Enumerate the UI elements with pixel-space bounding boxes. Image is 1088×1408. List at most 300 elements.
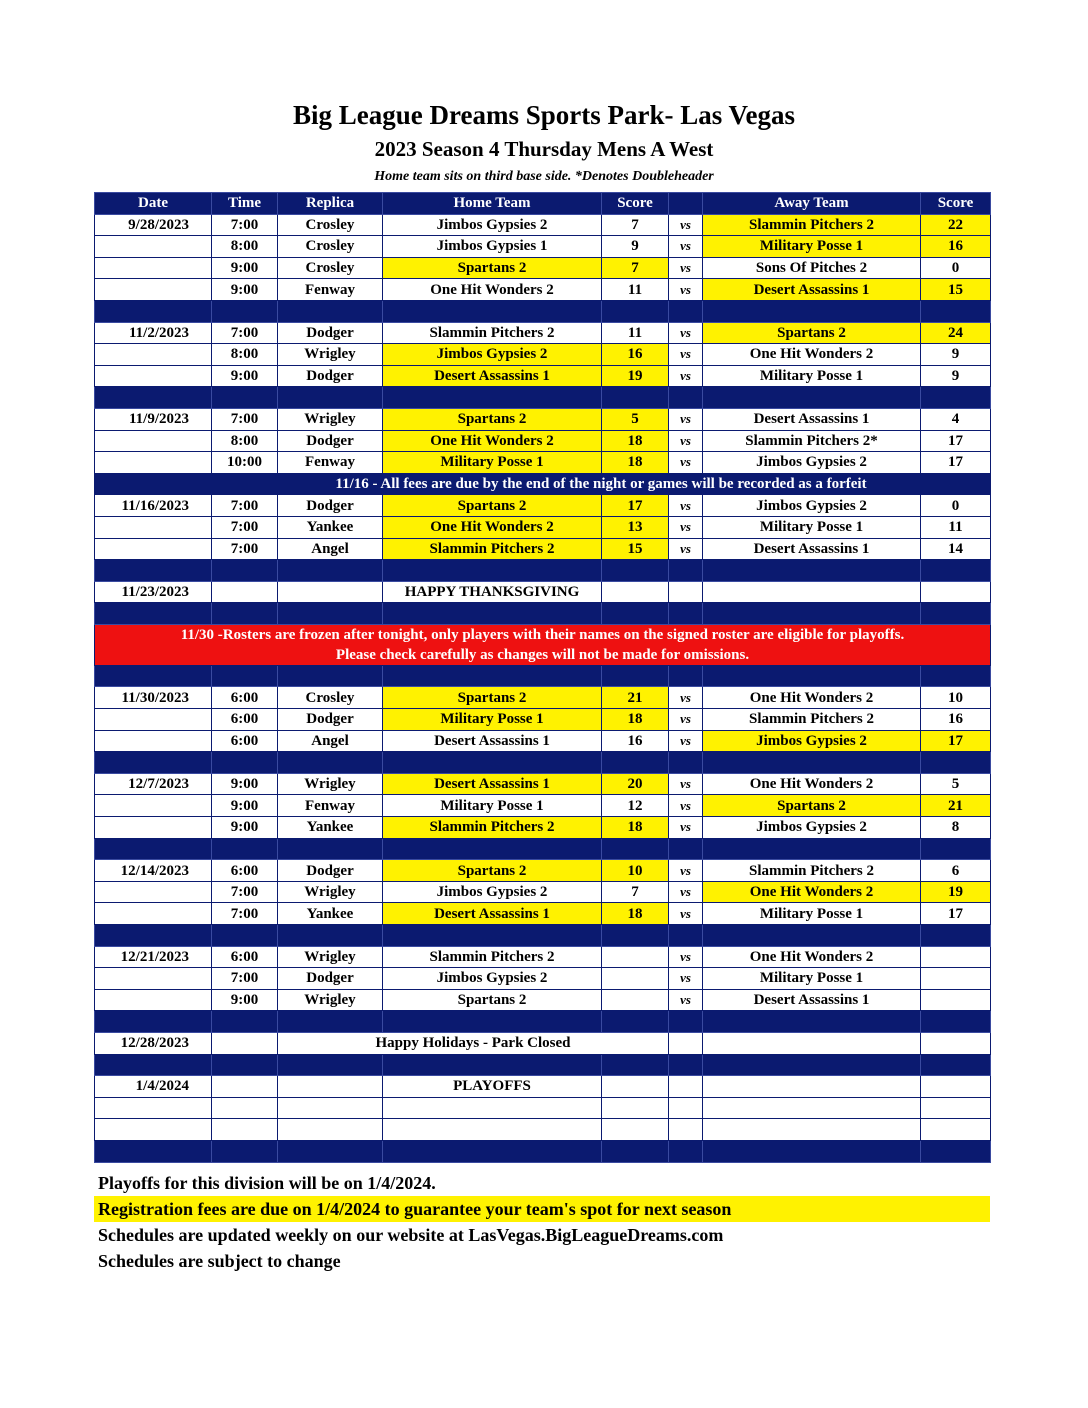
game-time: 7:00 — [212, 214, 278, 236]
home-score: 9 — [602, 236, 669, 258]
empty-cell — [602, 1097, 669, 1119]
separator-cell — [602, 603, 669, 625]
away-score: 16 — [921, 236, 991, 258]
home-score: 18 — [602, 452, 669, 474]
separator-cell — [669, 1011, 703, 1033]
away-team: Sons Of Pitches 2 — [703, 257, 921, 279]
separator-cell — [278, 752, 383, 774]
home-score: 19 — [602, 365, 669, 387]
away-team: Military Posse 1 — [703, 365, 921, 387]
separator-cell — [95, 300, 212, 322]
separator-cell — [703, 560, 921, 582]
game-date — [95, 538, 212, 560]
empty-cell — [278, 1097, 383, 1119]
separator-cell — [212, 1140, 278, 1162]
separator-cell — [602, 1054, 669, 1076]
separator-cell — [669, 1140, 703, 1162]
game-time: 8:00 — [212, 236, 278, 258]
separator-cell — [383, 752, 602, 774]
away-team: Jimbos Gypsies 2 — [703, 730, 921, 752]
home-team: Military Posse 1 — [383, 709, 602, 731]
separator-row — [95, 752, 991, 774]
game-row — [95, 860, 991, 882]
schedule-table — [94, 192, 991, 1163]
game-date: 12/14/2023 — [95, 860, 212, 882]
separator-cell — [703, 838, 921, 860]
separator-row — [95, 1011, 991, 1033]
game-time: 7:00 — [212, 881, 278, 903]
game-date — [95, 279, 212, 301]
separator-cell — [383, 665, 602, 687]
away-score: 11 — [921, 516, 991, 538]
home-team: Spartans 2 — [383, 687, 602, 709]
separator-cell — [602, 752, 669, 774]
game-date — [95, 257, 212, 279]
separator-cell — [669, 665, 703, 687]
separator-cell — [669, 603, 703, 625]
vs-label: vs — [669, 516, 703, 538]
separator-cell — [669, 1054, 703, 1076]
away-score: 4 — [921, 408, 991, 430]
home-team: Spartans 2 — [383, 495, 602, 517]
field-name: Wrigley — [278, 989, 383, 1011]
col-home-score: Score — [602, 193, 669, 215]
away-score: 5 — [921, 773, 991, 795]
field-name: Dodger — [278, 430, 383, 452]
away-team: Spartans 2 — [703, 795, 921, 817]
away-score — [921, 989, 991, 1011]
vs-label: vs — [669, 773, 703, 795]
separator-cell — [212, 665, 278, 687]
vs-label: vs — [669, 257, 703, 279]
home-score: 18 — [602, 817, 669, 839]
empty-cell — [703, 1032, 921, 1054]
separator-cell — [703, 387, 921, 409]
separator-row — [95, 560, 991, 582]
field-name: Yankee — [278, 817, 383, 839]
separator-cell — [383, 1140, 602, 1162]
game-row — [95, 903, 991, 925]
home-team: One Hit Wonders 2 — [383, 516, 602, 538]
separator-cell — [602, 1011, 669, 1033]
separator-cell — [921, 1011, 991, 1033]
game-time: 7:00 — [212, 968, 278, 990]
page-title: Big League Dreams Sports Park- Las Vegas — [292, 100, 796, 130]
schedule-note: Home team sits on third base side. *Denotes Doubleheader — [374, 169, 714, 184]
field-name: Dodger — [278, 322, 383, 344]
separator-cell — [383, 300, 602, 322]
game-row — [95, 257, 991, 279]
away-score: 16 — [921, 709, 991, 731]
separator-cell — [921, 387, 991, 409]
vs-label: vs — [669, 408, 703, 430]
game-row — [95, 344, 991, 366]
separator-cell — [703, 300, 921, 322]
separator-cell — [383, 838, 602, 860]
home-score: 11 — [602, 322, 669, 344]
separator-cell — [921, 665, 991, 687]
separator-cell — [278, 925, 383, 947]
separator-cell — [383, 387, 602, 409]
empty-cell — [212, 1119, 278, 1141]
empty-cell — [212, 1032, 278, 1054]
away-team: Desert Assassins 1 — [703, 279, 921, 301]
separator-row — [95, 300, 991, 322]
empty-cell — [212, 1097, 278, 1119]
event-label: PLAYOFFS — [383, 1076, 602, 1098]
event-date: 1/4/2024 — [95, 1076, 212, 1098]
separator-cell — [278, 300, 383, 322]
home-score: 20 — [602, 773, 669, 795]
col-home-team: Home Team — [383, 193, 602, 215]
event-label: HAPPY THANKSGIVING — [383, 581, 602, 603]
field-name: Crosley — [278, 687, 383, 709]
empty-cell — [921, 581, 991, 603]
home-score: 18 — [602, 709, 669, 731]
game-row — [95, 214, 991, 236]
game-time: 9:00 — [212, 773, 278, 795]
away-team: Desert Assassins 1 — [703, 408, 921, 430]
home-score — [602, 968, 669, 990]
away-score: 9 — [921, 344, 991, 366]
notice-text: 11/16 - All fees are due by the end of the night or games will be recorded as a forfeit — [212, 473, 991, 495]
separator-cell — [703, 1140, 921, 1162]
home-team: Desert Assassins 1 — [383, 730, 602, 752]
field-name: Dodger — [278, 860, 383, 882]
separator-cell — [669, 838, 703, 860]
field-name: Wrigley — [278, 881, 383, 903]
away-team: Slammin Pitchers 2 — [703, 860, 921, 882]
game-time: 8:00 — [212, 430, 278, 452]
separator-cell — [278, 603, 383, 625]
vs-label: vs — [669, 365, 703, 387]
separator-cell — [95, 1140, 212, 1162]
game-date: 12/7/2023 — [95, 773, 212, 795]
field-name: Fenway — [278, 795, 383, 817]
game-date — [95, 516, 212, 538]
home-score — [602, 989, 669, 1011]
game-date: 11/16/2023 — [95, 495, 212, 517]
vs-label: vs — [669, 214, 703, 236]
empty-cell — [602, 581, 669, 603]
game-row — [95, 730, 991, 752]
separator-cell — [602, 925, 669, 947]
vs-label: vs — [669, 236, 703, 258]
game-date — [95, 989, 212, 1011]
separator-row — [95, 1054, 991, 1076]
field-name: Wrigley — [278, 408, 383, 430]
schedule-body — [95, 214, 991, 1162]
separator-cell — [212, 1011, 278, 1033]
game-row — [95, 946, 991, 968]
col-vs — [669, 193, 703, 215]
away-team: One Hit Wonders 2 — [703, 881, 921, 903]
game-row — [95, 495, 991, 517]
empty-cell — [212, 581, 278, 603]
game-time: 6:00 — [212, 687, 278, 709]
home-team: Slammin Pitchers 2 — [383, 322, 602, 344]
empty-cell — [278, 581, 383, 603]
separator-cell — [212, 925, 278, 947]
separator-cell — [669, 300, 703, 322]
away-score: 8 — [921, 817, 991, 839]
col-away-team: Away Team — [703, 193, 921, 215]
field-name: Dodger — [278, 365, 383, 387]
separator-cell — [95, 665, 212, 687]
vs-label: vs — [669, 795, 703, 817]
separator-cell — [278, 1054, 383, 1076]
away-score: 9 — [921, 365, 991, 387]
separator-cell — [212, 603, 278, 625]
away-team: Jimbos Gypsies 2 — [703, 817, 921, 839]
separator-cell — [703, 1011, 921, 1033]
separator-cell — [383, 603, 602, 625]
game-date — [95, 344, 212, 366]
field-name: Wrigley — [278, 946, 383, 968]
event-date: 12/28/2023 — [95, 1032, 212, 1054]
game-row — [95, 516, 991, 538]
game-date — [95, 236, 212, 258]
field-name: Dodger — [278, 968, 383, 990]
col-time: Time — [212, 193, 278, 215]
separator-cell — [383, 1054, 602, 1076]
empty-cell — [703, 1076, 921, 1098]
home-team: Jimbos Gypsies 1 — [383, 236, 602, 258]
home-team: Jimbos Gypsies 2 — [383, 344, 602, 366]
game-date: 11/30/2023 — [95, 687, 212, 709]
away-team: One Hit Wonders 2 — [703, 687, 921, 709]
away-score: 17 — [921, 452, 991, 474]
separator-cell — [669, 387, 703, 409]
home-score: 16 — [602, 344, 669, 366]
vs-label: vs — [669, 322, 703, 344]
separator-cell — [95, 560, 212, 582]
game-time: 9:00 — [212, 989, 278, 1011]
game-date: 11/2/2023 — [95, 322, 212, 344]
game-time: 7:00 — [212, 322, 278, 344]
away-team: Military Posse 1 — [703, 903, 921, 925]
separator-row — [95, 387, 991, 409]
field-name: Yankee — [278, 516, 383, 538]
field-name: Dodger — [278, 495, 383, 517]
empty-cell — [602, 1076, 669, 1098]
home-team: Spartans 2 — [383, 860, 602, 882]
empty-cell — [921, 1076, 991, 1098]
home-score: 7 — [602, 257, 669, 279]
game-time: 9:00 — [212, 817, 278, 839]
separator-row — [95, 603, 991, 625]
field-name: Angel — [278, 538, 383, 560]
website-note: Schedules are updated weekly on our website at LasVegas.BigLeagueDreams.com — [98, 1225, 724, 1245]
field-name: Wrigley — [278, 773, 383, 795]
home-team: Military Posse 1 — [383, 452, 602, 474]
home-score: 7 — [602, 214, 669, 236]
vs-label: vs — [669, 881, 703, 903]
separator-cell — [383, 925, 602, 947]
game-row — [95, 538, 991, 560]
separator-row — [95, 1140, 991, 1162]
away-score — [921, 968, 991, 990]
vs-label: vs — [669, 279, 703, 301]
empty-cell — [278, 1119, 383, 1141]
away-score: 0 — [921, 257, 991, 279]
home-team: Desert Assassins 1 — [383, 365, 602, 387]
away-team: One Hit Wonders 2 — [703, 344, 921, 366]
separator-cell — [921, 560, 991, 582]
away-team: Spartans 2 — [703, 322, 921, 344]
away-score — [921, 946, 991, 968]
empty-cell — [669, 1097, 703, 1119]
separator-cell — [212, 300, 278, 322]
field-name: Dodger — [278, 709, 383, 731]
away-team: Military Posse 1 — [703, 968, 921, 990]
field-name: Crosley — [278, 257, 383, 279]
col-replica: Replica — [278, 193, 383, 215]
roster-alert-line: 11/30 -Rosters are frozen after tonight, only players with their names on the signed roster are eligible for playoffs. — [180, 626, 905, 643]
event-row — [95, 1076, 991, 1098]
away-team: Military Posse 1 — [703, 236, 921, 258]
away-score: 15 — [921, 279, 991, 301]
col-away-score: Score — [921, 193, 991, 215]
separator-cell — [212, 1054, 278, 1076]
separator-cell — [95, 1011, 212, 1033]
home-team: Spartans 2 — [383, 989, 602, 1011]
game-row — [95, 279, 991, 301]
game-time: 7:00 — [212, 495, 278, 517]
away-score: 6 — [921, 860, 991, 882]
field-name: Angel — [278, 730, 383, 752]
home-score: 13 — [602, 516, 669, 538]
separator-cell — [383, 560, 602, 582]
home-score: 21 — [602, 687, 669, 709]
separator-cell — [602, 560, 669, 582]
game-row — [95, 236, 991, 258]
separator-cell — [95, 387, 212, 409]
away-team: Slammin Pitchers 2 — [703, 214, 921, 236]
separator-cell — [278, 1011, 383, 1033]
game-time: 9:00 — [212, 257, 278, 279]
separator-cell — [703, 603, 921, 625]
vs-label: vs — [669, 495, 703, 517]
home-team: Spartans 2 — [383, 408, 602, 430]
separator-cell — [383, 1011, 602, 1033]
separator-cell — [95, 925, 212, 947]
game-time: 6:00 — [212, 860, 278, 882]
separator-cell — [95, 752, 212, 774]
vs-label: vs — [669, 817, 703, 839]
empty-cell — [212, 1076, 278, 1098]
game-row — [95, 795, 991, 817]
home-score: 18 — [602, 903, 669, 925]
home-team: Jimbos Gypsies 2 — [383, 968, 602, 990]
empty-cell — [602, 1119, 669, 1141]
empty-cell — [703, 1097, 921, 1119]
game-time: 6:00 — [212, 946, 278, 968]
separator-cell — [921, 1054, 991, 1076]
separator-cell — [602, 300, 669, 322]
separator-cell — [212, 387, 278, 409]
game-date — [95, 881, 212, 903]
separator-cell — [278, 387, 383, 409]
game-row — [95, 430, 991, 452]
separator-cell — [921, 925, 991, 947]
game-row — [95, 687, 991, 709]
away-score: 24 — [921, 322, 991, 344]
vs-label: vs — [669, 430, 703, 452]
away-team: Military Posse 1 — [703, 516, 921, 538]
vs-label: vs — [669, 452, 703, 474]
empty-cell — [703, 581, 921, 603]
game-time: 6:00 — [212, 730, 278, 752]
game-date: 9/28/2023 — [95, 214, 212, 236]
game-date — [95, 365, 212, 387]
vs-label: vs — [669, 538, 703, 560]
separator-cell — [669, 752, 703, 774]
empty-cell — [669, 1076, 703, 1098]
empty-cell — [278, 1076, 383, 1098]
separator-row — [95, 925, 991, 947]
home-team: One Hit Wonders 2 — [383, 279, 602, 301]
empty-row — [95, 1119, 991, 1141]
away-team: One Hit Wonders 2 — [703, 946, 921, 968]
separator-cell — [703, 925, 921, 947]
home-team: Desert Assassins 1 — [383, 903, 602, 925]
separator-cell — [278, 665, 383, 687]
separator-cell — [669, 560, 703, 582]
game-time: 9:00 — [212, 365, 278, 387]
separator-cell — [703, 1054, 921, 1076]
game-row — [95, 968, 991, 990]
home-team: Spartans 2 — [383, 257, 602, 279]
away-score: 22 — [921, 214, 991, 236]
event-row — [95, 1032, 991, 1054]
field-name: Crosley — [278, 214, 383, 236]
home-score: 15 — [602, 538, 669, 560]
away-score: 14 — [921, 538, 991, 560]
game-date — [95, 709, 212, 731]
empty-cell — [669, 1032, 703, 1054]
field-name: Wrigley — [278, 344, 383, 366]
game-row — [95, 881, 991, 903]
notice-row — [95, 473, 991, 495]
game-time: 6:00 — [212, 709, 278, 731]
separator-cell — [703, 752, 921, 774]
home-team: One Hit Wonders 2 — [383, 430, 602, 452]
field-name: Fenway — [278, 279, 383, 301]
empty-cell — [921, 1119, 991, 1141]
empty-cell — [669, 1119, 703, 1141]
game-date: 11/9/2023 — [95, 408, 212, 430]
home-score: 10 — [602, 860, 669, 882]
game-row — [95, 322, 991, 344]
home-score: 17 — [602, 495, 669, 517]
header-row — [95, 193, 991, 215]
game-time: 10:00 — [212, 452, 278, 474]
event-label: Happy Holidays - Park Closed — [278, 1032, 669, 1054]
separator-cell — [602, 1140, 669, 1162]
registration-note: Registration fees are due on 1/4/2024 to guarantee your team's spot for next season — [94, 1196, 990, 1222]
notice-spacer — [95, 473, 212, 495]
game-time: 7:00 — [212, 538, 278, 560]
away-score: 17 — [921, 730, 991, 752]
game-date — [95, 452, 212, 474]
away-score: 17 — [921, 903, 991, 925]
game-row — [95, 365, 991, 387]
away-team: Desert Assassins 1 — [703, 989, 921, 1011]
separator-row — [95, 665, 991, 687]
separator-cell — [278, 560, 383, 582]
home-score: 16 — [602, 730, 669, 752]
